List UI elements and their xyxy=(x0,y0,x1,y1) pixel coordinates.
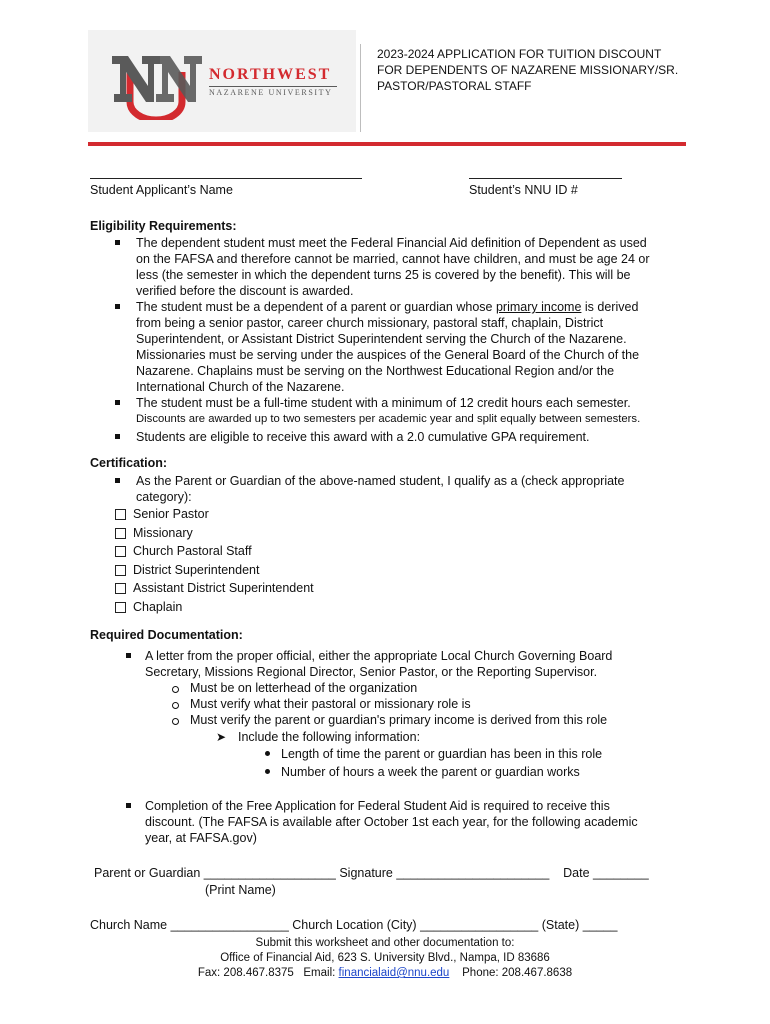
documentation-line: year, at FAFSA.gov) xyxy=(145,831,257,845)
documentation-subitem: Must verify what their pastoral or missionary role is xyxy=(190,697,471,711)
footer-submit: Submit this worksheet and other documentation to: xyxy=(255,937,515,949)
bullet-icon xyxy=(115,400,120,405)
circle-bullet-icon xyxy=(172,718,179,725)
logo-wordmark-secondary: NAZARENE UNIVERSITY xyxy=(209,88,333,97)
dot-bullet-icon xyxy=(265,751,270,756)
documentation-line: A letter from the proper official, either the appropriate Local Church Governing Board xyxy=(145,649,613,663)
student-id-label: Student’s NNU ID # xyxy=(469,183,578,197)
eligibility-line: Superintendent, or Assistant District Superintendent serving the Church of the Nazarene. xyxy=(136,332,627,346)
circle-bullet-icon xyxy=(172,702,179,709)
option-label: Senior Pastor xyxy=(133,507,209,521)
checkbox-missionary[interactable] xyxy=(115,528,126,539)
footer-email-label: Email: xyxy=(303,967,336,979)
checkbox-chaplain[interactable] xyxy=(115,602,126,613)
eligibility-heading: Eligibility Requirements: xyxy=(90,219,237,233)
form-title-line2: FOR DEPENDENTS OF NAZARENE MISSIONARY/SR. xyxy=(377,63,679,77)
form-title-line1: 2023-2024 APPLICATION FOR TUITION DISCOUNT xyxy=(377,47,662,61)
eligibility-line: Students are eligible to receive this award with a 2.0 cumulative GPA requirement. xyxy=(136,430,590,444)
bullet-icon xyxy=(126,653,131,658)
parent-signature-line[interactable]: Parent or Guardian ___________________ Signature ______________________ Date ________ xyxy=(94,866,649,880)
option-label: Church Pastoral Staff xyxy=(133,544,252,558)
bullet-icon xyxy=(115,304,120,309)
checkbox-church-pastoral-staff[interactable] xyxy=(115,546,126,557)
bullet-icon xyxy=(115,478,120,483)
certification-intro: As the Parent or Guardian of the above-named student, I qualify as a (check appropriate xyxy=(136,474,625,488)
checkbox-district-superintendent[interactable] xyxy=(115,565,126,576)
student-id-field[interactable] xyxy=(469,178,622,179)
footer-fax: Fax: 208.467.8375 xyxy=(197,967,294,979)
bullet-icon xyxy=(115,240,120,245)
footer-contact xyxy=(0,965,770,981)
bullet-icon xyxy=(115,434,120,439)
documentation-subitem: Must be on letterhead of the organization xyxy=(190,681,418,695)
certification-intro: category): xyxy=(136,490,192,504)
eligibility-line: verified before the discount is awarded. xyxy=(136,284,354,298)
footer-address: Office of Financial Aid, 623 S. University Blvd., Nampa, ID 83686 xyxy=(220,952,550,964)
documentation-line: Completion of the Free Application for Federal Student Aid is required to receive this xyxy=(145,799,610,813)
option-label: District Superintendent xyxy=(133,563,260,577)
checkbox-senior-pastor[interactable] xyxy=(115,509,126,520)
church-info-line[interactable]: Church Name _________________ Church Location (City) _________________ (State) _____ xyxy=(90,918,618,932)
primary-income-emphasis: primary income xyxy=(495,300,582,314)
eligibility-line: International Church of the Nazarene. xyxy=(136,380,345,394)
bullet-icon xyxy=(126,803,131,808)
documentation-heading: Required Documentation: xyxy=(90,628,243,642)
eligibility-line: Nazarene. Chaplains must be serving on the Northwest Educational Region and/or the xyxy=(136,364,615,378)
eligibility-line: The student must be a dependent of a parent or guardian whose primary income is derived xyxy=(136,300,639,314)
documentation-line: discount. (The FAFSA is available after October 1st each year, for the following academic xyxy=(145,815,638,829)
footer-email-link[interactable]: financialaid@nnu.edu xyxy=(338,967,450,979)
eligibility-line: Discounts are awarded up to two semesters per academic year and split equally between semesters. xyxy=(136,413,641,425)
eligibility-line: The student must be a full-time student with a minimum of 12 credit hours each semester. xyxy=(136,396,631,410)
documentation-line: Secretary, Missions Regional Director, Senior Pastor, or the Reporting Supervisor. xyxy=(145,665,598,679)
checkbox-assistant-district-superintendent[interactable] xyxy=(115,583,126,594)
eligibility-line: The dependent student must meet the Federal Financial Aid definition of Dependent as used xyxy=(136,236,647,250)
print-name-caption: (Print Name) xyxy=(205,883,276,897)
header-divider xyxy=(360,44,361,132)
option-label: Missionary xyxy=(133,526,193,540)
arrow-bullet-icon: ➤ xyxy=(216,730,227,744)
certification-heading: Certification: xyxy=(90,456,168,470)
student-name-field[interactable] xyxy=(90,178,362,179)
nnu-logo-icon xyxy=(108,52,204,120)
student-name-label: Student Applicant’s Name xyxy=(90,183,233,197)
documentation-dot-item: Number of hours a week the parent or guardian works xyxy=(281,765,580,779)
eligibility-line: Missionaries must be serving under the auspices of the General Board of the Church of the xyxy=(136,348,640,362)
footer-phone: Phone: 208.467.8638 xyxy=(462,967,573,979)
form-title-line3: PASTOR/PASTORAL STAFF xyxy=(377,79,532,93)
documentation-arrow-item: Include the following information: xyxy=(238,730,421,744)
header-red-rule xyxy=(88,142,686,146)
eligibility-line: from being a senior pastor, career church missionary, pastoral staff, chaplain, District xyxy=(136,316,604,330)
documentation-subitem: Must verify the parent or guardian's primary income is derived from this role xyxy=(190,713,608,727)
option-label: Chaplain xyxy=(133,600,183,614)
logo-wordmark-primary: NORTHWEST xyxy=(209,66,332,83)
dot-bullet-icon xyxy=(265,769,270,774)
logo-rule xyxy=(209,86,337,87)
eligibility-line: less (the semester in which the dependent turns 25 is covered by the benefit). This will be xyxy=(136,268,631,282)
circle-bullet-icon xyxy=(172,686,179,693)
documentation-dot-item: Length of time the parent or guardian has been in this role xyxy=(281,747,603,761)
option-label: Assistant District Superintendent xyxy=(133,581,314,595)
eligibility-line: on the FAFSA and therefore cannot be married, cannot have children, and must be age 24 or xyxy=(136,252,650,266)
